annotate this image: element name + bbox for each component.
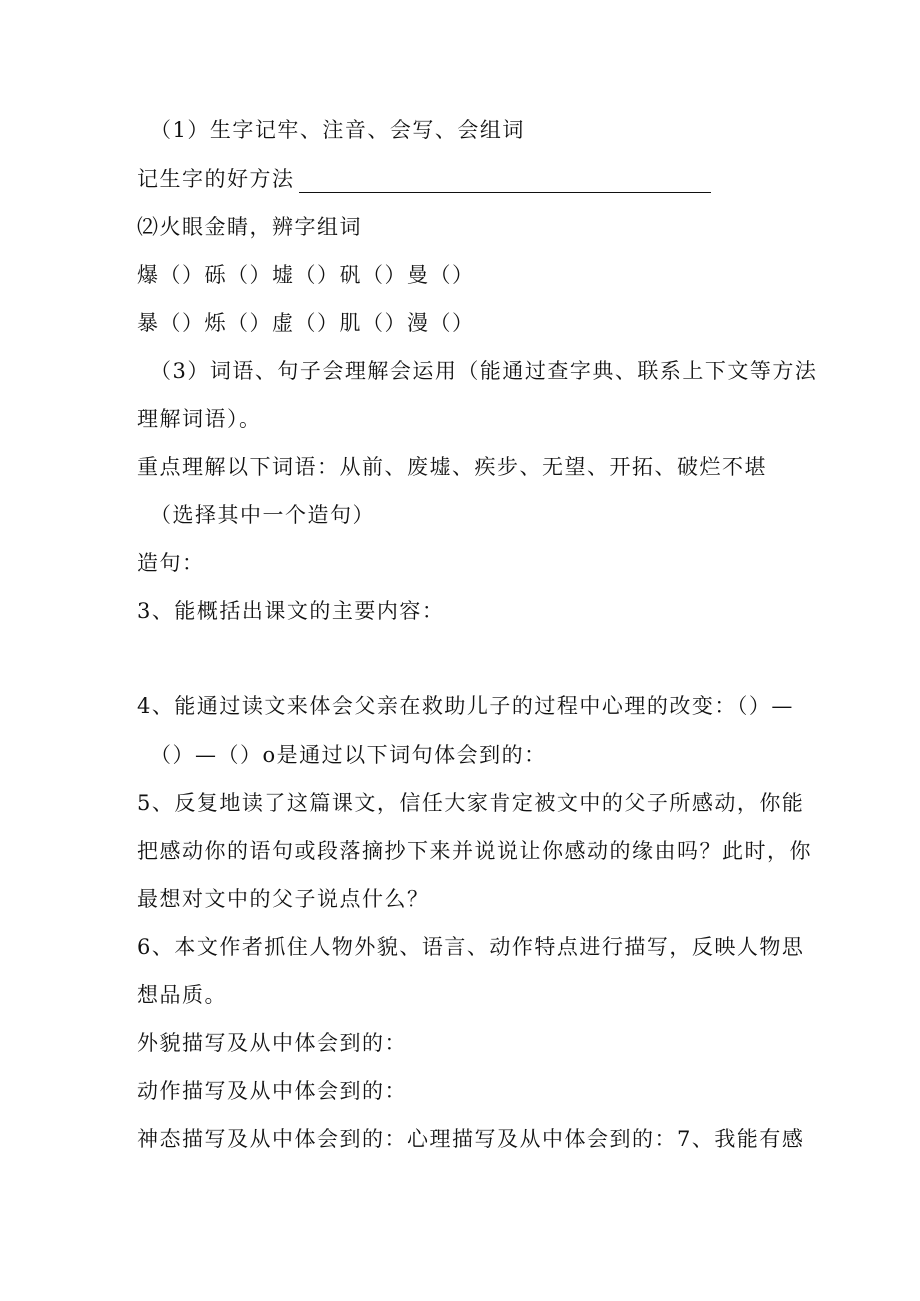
item2-heading: ⑵火眼金睛，辨字组词: [137, 215, 362, 239]
item3-keywords: 重点理解以下词语：从前、废墟、疾步、无望、开拓、破烂不堪: [137, 455, 767, 479]
question-5-line-3: 最想对文中的父子说点什么？: [137, 887, 430, 911]
item3-choose: （选择其中一个造句）: [150, 503, 375, 527]
item1-method-row: [137, 165, 711, 193]
item3-line-1: （3）词语、句子会理解会运用（能通过查字典、联系上下文等方法: [150, 359, 818, 383]
item1-heading: （1）生字记牢、注音、会写、会组词: [150, 118, 525, 142]
question-5-line-1: 5、反复地读了这篇课文，信任大家肯定被文中的父子所感动，你能: [137, 791, 805, 815]
method-answer-blank[interactable]: [299, 170, 711, 193]
question-6-line-1: 6、本文作者抓住人物外貌、语言、动作特点进行描写，反映人物思: [137, 935, 805, 959]
question-3: 3、能概括出课文的主要内容：: [137, 599, 445, 623]
question-6-action: 动作描写及从中体会到的：: [137, 1079, 407, 1103]
item3-line-2: 理解词语）。: [137, 407, 262, 431]
question-4-line-1: 4、能通过读文来体会父亲在救助儿子的过程中心理的改变：（）—: [137, 694, 794, 718]
item3-sentence-label: 造句：: [137, 551, 205, 575]
question-4-line-2: （）—（）o是通过以下词句体会到的：: [150, 743, 547, 767]
question-6-appearance: 外貌描写及从中体会到的：: [137, 1031, 407, 1055]
question-5-line-2: 把感动你的语句或段落摘抄下来并说说让你感动的缘由吗？此时，你: [137, 839, 812, 863]
item2-row-2: 暴（）烁（）虚（）肌（）漫（）: [137, 311, 475, 335]
question-6-line-2: 想品质。: [137, 983, 227, 1007]
item1-method-label: 记生字的好方法: [137, 167, 295, 191]
item2-row-1: 爆（）砾（）墟（）矾（）曼（）: [137, 263, 475, 287]
question-6-last: 神态描写及从中体会到的：心理描写及从中体会到的：7、我能有感: [137, 1127, 805, 1151]
